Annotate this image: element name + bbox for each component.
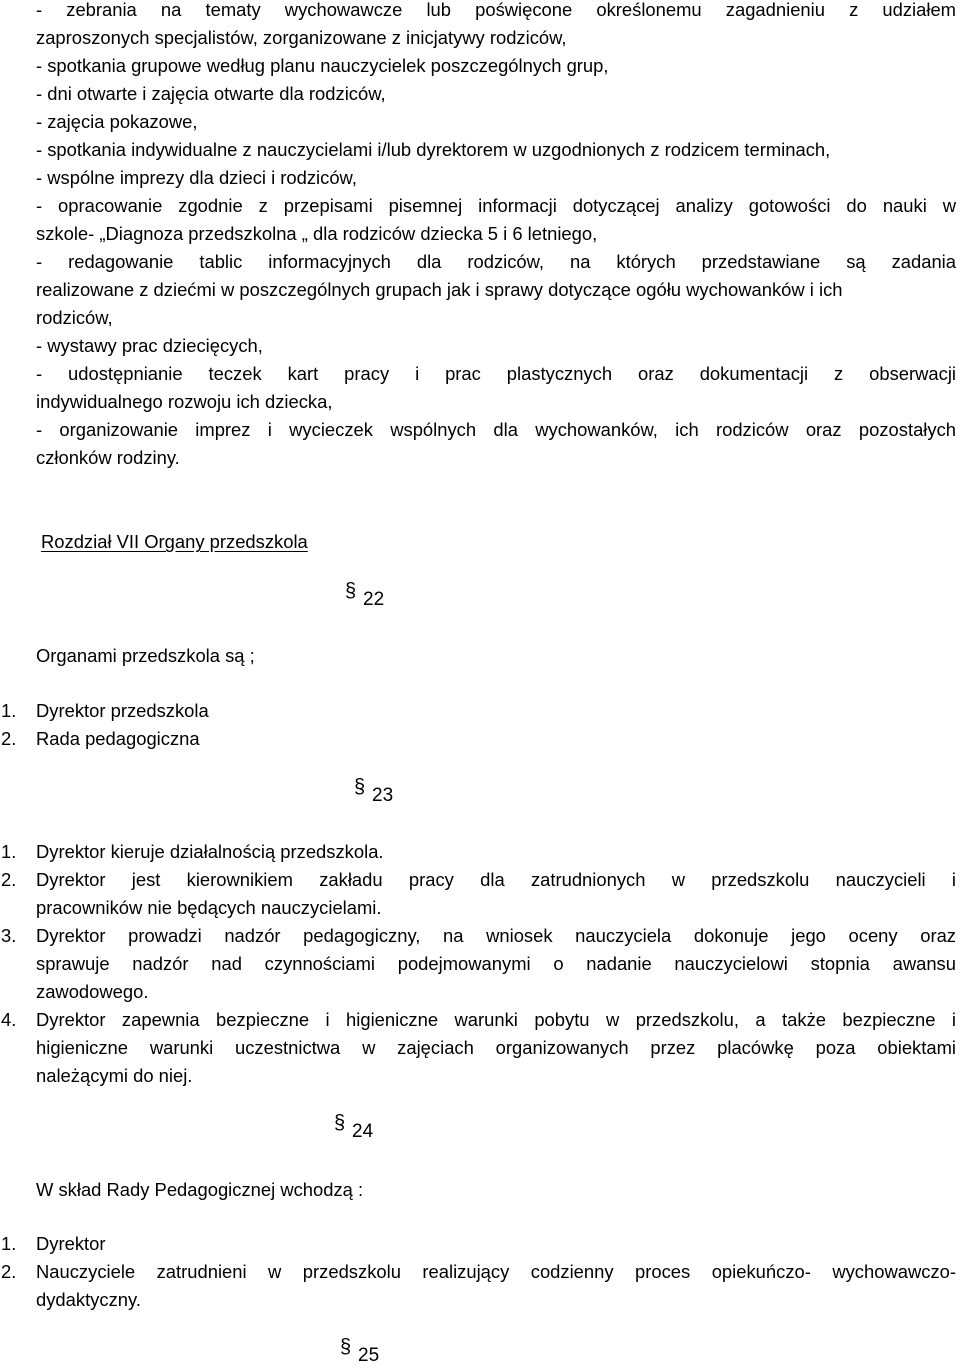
section-23-heading xyxy=(354,776,414,812)
item-number: 1. xyxy=(1,1233,17,1254)
section-mark: § xyxy=(334,1112,346,1134)
item-text: Dyrektor przedszkola xyxy=(36,700,209,721)
section-number: 24 xyxy=(352,1121,374,1142)
item-number: 2. xyxy=(1,1261,17,1282)
list-item xyxy=(0,922,960,950)
list-line: członków rodziny. xyxy=(36,447,180,468)
list-line: szkole- „Diagnoza przedszkolna „ dla rodziców dziecka 5 i 6 letniego, xyxy=(36,223,598,244)
list-item xyxy=(0,1006,960,1034)
list-line: - zebrania na tematy wychowawcze lub poświęcone określonemu zagadnieniu z udziałem xyxy=(36,0,956,20)
section-22-heading xyxy=(345,580,405,616)
item-text-continuation: higieniczne warunki uczestnictwa w zajęciach organizowanych przez placówkę poza obiektami xyxy=(36,1037,956,1058)
section-mark: § xyxy=(345,580,357,602)
item-number: 2. xyxy=(1,728,17,749)
list-line: - organizowanie imprez i wycieczek wspólnych dla wychowanków, ich rodziców oraz pozostałych xyxy=(36,419,956,440)
item-number: 3. xyxy=(1,925,17,946)
list-item xyxy=(0,1258,960,1286)
item-number: 4. xyxy=(1,1009,17,1030)
list-line: - spotkania indywidualne z nauczycielami i/lub dyrektorem w uzgodnionych z rodzicem terminach, xyxy=(36,139,831,160)
section-number: 22 xyxy=(363,589,385,610)
list-line: - opracowanie zgodnie z przepisami pisemnej informacji dotyczącej analizy gotowości do nauki w xyxy=(36,195,956,216)
section-number: 23 xyxy=(372,785,394,806)
item-text: Dyrektor jest kierownikiem zakładu pracy dla zatrudnionych w przedszkolu nauczycieli i xyxy=(36,869,956,890)
list-item xyxy=(0,1230,960,1258)
section-number: 25 xyxy=(358,1345,380,1366)
list-item xyxy=(0,866,960,894)
item-text-continuation: pracowników nie będących nauczycielami. xyxy=(36,897,382,918)
item-text-continuation: sprawuje nadzór nad czynnościami podejmowanymi o nadanie nauczycielowi stopnia awansu xyxy=(36,953,956,974)
list-line: - wystawy prac dziecięcych, xyxy=(36,335,263,356)
chapter-heading: Rozdział VII Organy przedszkola xyxy=(41,531,308,552)
section-24-heading xyxy=(334,1112,394,1148)
item-number: 2. xyxy=(1,869,17,890)
list-line: indywidualnego rozwoju ich dziecka, xyxy=(36,391,333,412)
section-mark: § xyxy=(354,776,366,798)
list-line: realizowane z dziećmi w poszczególnych grupach jak i sprawy dotyczące ogółu wychowanków i ich xyxy=(36,279,843,300)
item-text: Nauczyciele zatrudnieni w przedszkolu realizujący codzienny proces opiekuńczo- wychowawczo- xyxy=(36,1261,956,1282)
list-line: - redagowanie tablic informacyjnych dla rodziców, na których przedstawiane są zadania xyxy=(36,251,956,272)
list-item xyxy=(0,697,960,725)
item-text: Rada pedagogiczna xyxy=(36,728,200,749)
item-text-continuation: zawodowego. xyxy=(36,981,149,1002)
item-text-continuation: należącymi do niej. xyxy=(36,1065,193,1086)
list-line: - dni otwarte i zajęcia otwarte dla rodziców, xyxy=(36,83,386,104)
item-text-continuation: dydaktyczny. xyxy=(36,1289,141,1310)
item-text: Dyrektor zapewnia bezpieczne i higieniczne warunki pobytu w przedszkolu, a także bezpieczne i xyxy=(36,1009,956,1030)
section-24-intro: W skład Rady Pedagogicznej wchodzą : xyxy=(36,1179,364,1200)
section-22-intro: Organami przedszkola są ; xyxy=(36,645,255,666)
list-line: rodziców, xyxy=(36,307,113,328)
list-line: - udostępnianie teczek kart pracy i prac plastycznych oraz dokumentacji z obserwacji xyxy=(36,363,956,384)
list-item xyxy=(0,838,960,866)
list-line: - zajęcia pokazowe, xyxy=(36,111,198,132)
section-mark: § xyxy=(340,1336,352,1358)
item-number: 1. xyxy=(1,841,17,862)
item-text: Dyrektor prowadzi nadzór pedagogiczny, na wniosek nauczyciela dokonuje jego oceny oraz xyxy=(36,925,956,946)
section-25-heading xyxy=(340,1336,400,1368)
list-line: zaproszonych specjalistów, zorganizowane z inicjatywy rodziców, xyxy=(36,27,567,48)
item-text: Dyrektor xyxy=(36,1233,106,1254)
list-line: - spotkania grupowe według planu nauczycielek poszczególnych grup, xyxy=(36,55,609,76)
item-number: 1. xyxy=(1,700,17,721)
list-line: - wspólne imprezy dla dzieci i rodziców, xyxy=(36,167,357,188)
item-text: Dyrektor kieruje działalnością przedszkola. xyxy=(36,841,384,862)
list-item xyxy=(0,725,960,753)
